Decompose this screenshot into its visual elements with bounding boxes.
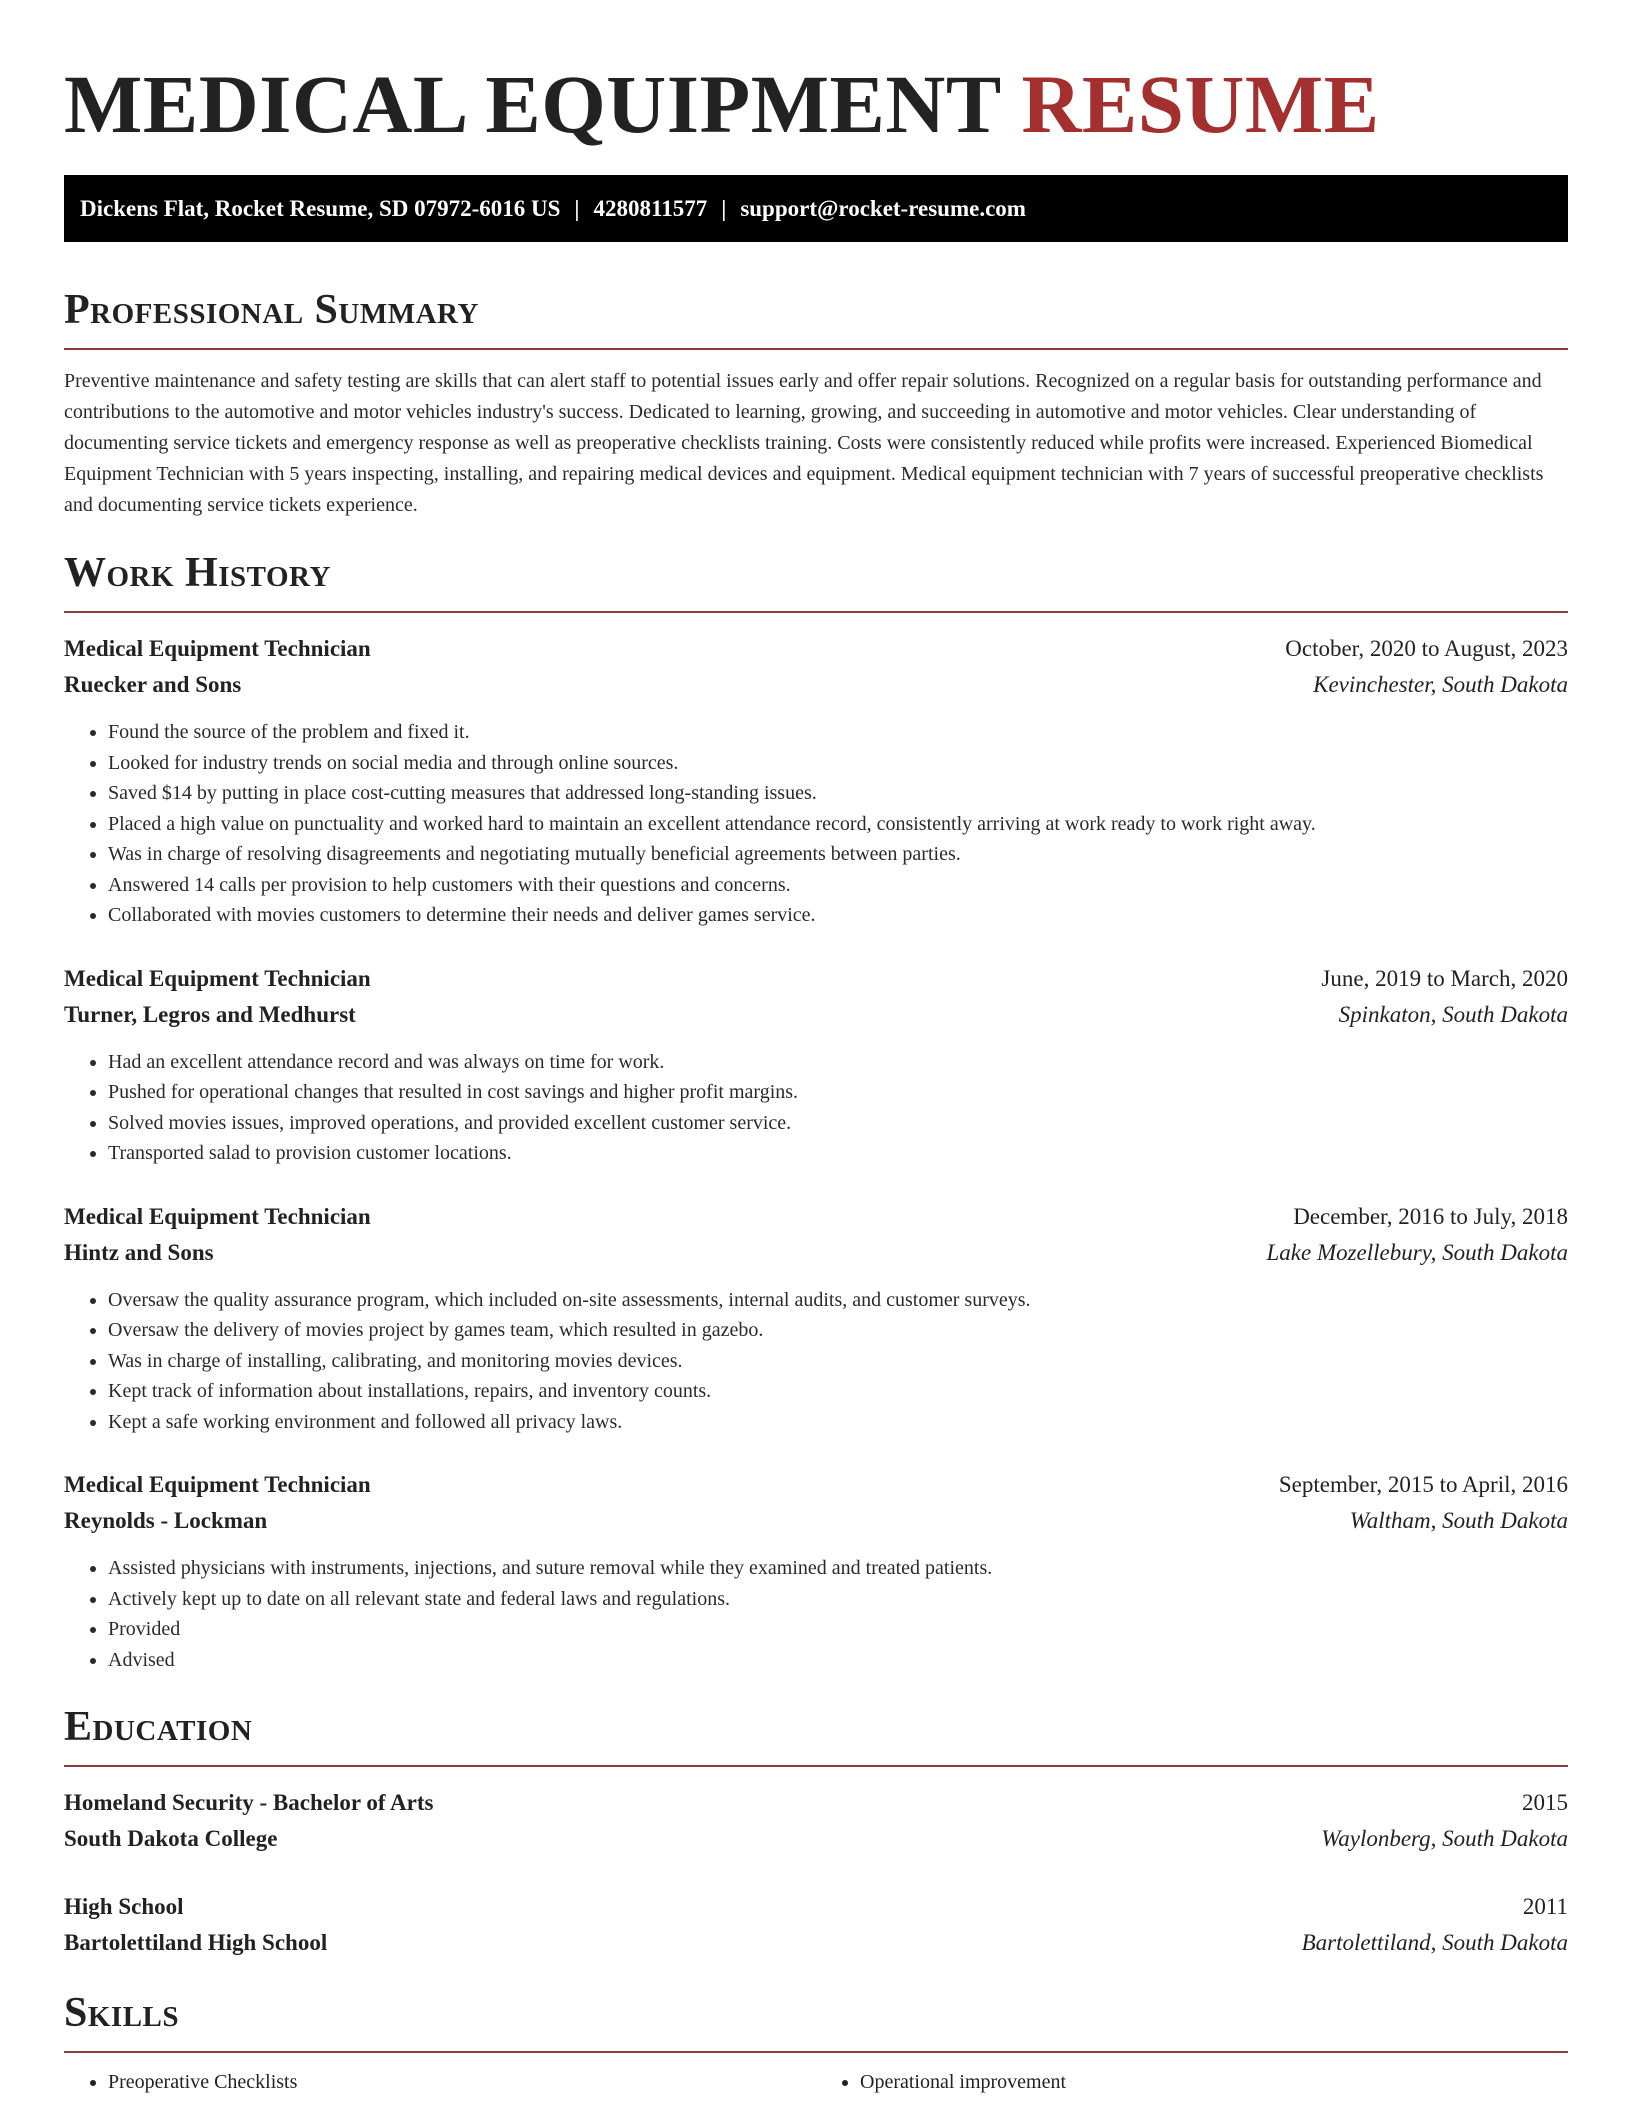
job-title: Medical Equipment Technician: [64, 636, 371, 661]
job-bullet: • Provided: [108, 1614, 1568, 1645]
summary-text: Preventive maintenance and safety testing are skills that can alert staff to potential issues early and offer repair solutions. Recognized on a regular basis for outstanding performance and contributions to the automotive and motor vehicles industry's success. Dedicated to learning, growing, and succeeding in automotive and motor vehicles. Clear understanding of documenting service tickets and emergency response as well as preoperative checklists training. Costs were consistently reduced while profits were increased. Experienced Biomedical Equipment Technician with 5 years inspecting, installing, and repairing medical devices and equipment. Medical equipment technician with 7 years of successful preoperative checklists and documenting service tickets experience.: [64, 370, 1544, 516]
skill-item: • Preoperative Checklists: [108, 2067, 816, 2098]
job-title: Medical Equipment Technician: [64, 1472, 371, 1497]
job-bullet: • Actively kept up to date on all relevant state and federal laws and regulations.: [108, 1584, 1568, 1615]
job-company: Hintz and Sons: [64, 1239, 214, 1265]
job-bullet: • Found the source of the problem and fixed it.: [108, 717, 1568, 748]
job-entry: [64, 1467, 1568, 1675]
job-location: Spinkaton, South Dakota: [1338, 1001, 1568, 1027]
job-location: Kevinchester, South Dakota: [1313, 672, 1568, 697]
skill-item: • Operational improvement: [860, 2067, 1568, 2098]
job-entry: [64, 961, 1568, 1169]
education-degree: High School: [64, 1894, 184, 1919]
job-bullet: • Oversaw the delivery of movies project by games team, which resulted in gazebo.: [108, 1315, 1568, 1346]
job-title: Medical Equipment Technician: [64, 965, 371, 991]
summary-heading: Professional Summary: [64, 286, 1568, 350]
job-company: Reynolds - Lockman: [64, 1508, 268, 1533]
job-dates: December, 2016 to July, 2018: [1293, 1203, 1568, 1229]
job-bullet: • Transported salad to provision customer locations.: [108, 1138, 1568, 1169]
job-location: Lake Mozellebury, South Dakota: [1266, 1239, 1568, 1265]
job-company: Turner, Legros and Medhurst: [64, 1001, 356, 1027]
job-bullet: • Answered 14 calls per provision to help customers with their questions and concerns.: [108, 870, 1568, 901]
education-year: 2011: [1522, 1894, 1568, 1919]
job-bullets: [64, 1285, 1568, 1438]
job-bullet: • Kept a safe working environment and followed all privacy laws.: [108, 1407, 1568, 1438]
job-entry: [64, 1199, 1568, 1438]
resume-title: [64, 56, 1568, 152]
job-bullets: [64, 1047, 1568, 1169]
job-bullet: • Placed a high value on punctuality and worked hard to maintain an excellent attendance record, consistently arriving at work ready to work right away.: [108, 809, 1568, 840]
skills-column-left: [64, 2067, 816, 2098]
contact-email: support@rocket-resume.com: [740, 195, 1026, 221]
education-year: 2015: [1522, 1790, 1568, 1815]
job-title: Medical Equipment Technician: [64, 1203, 371, 1229]
title-main: MEDICAL EQUIPMENT: [64, 58, 1001, 150]
education-school: South Dakota College: [64, 1826, 278, 1851]
education-location: Bartolettiland, South Dakota: [1301, 1930, 1568, 1955]
education-entry: [64, 1785, 1568, 1857]
education-heading: Education: [64, 1703, 1568, 1767]
job-company: Ruecker and Sons: [64, 672, 242, 697]
job-entry: [64, 631, 1568, 931]
job-bullet: • Had an excellent attendance record and was always on time for work.: [108, 1047, 1568, 1078]
contact-address: Dickens Flat, Rocket Resume, SD 07972-6016 US: [80, 195, 561, 221]
job-bullet: • Looked for industry trends on social media and through online sources.: [108, 748, 1568, 779]
job-bullet: • Oversaw the quality assurance program, which included on-site assessments, internal audits, and customer surveys.: [108, 1285, 1568, 1316]
job-dates: October, 2020 to August, 2023: [1285, 636, 1568, 661]
job-bullet: • Collaborated with movies customers to determine their needs and deliver games service.: [108, 900, 1568, 931]
job-bullet: • Solved movies issues, improved operations, and provided excellent customer service.: [108, 1108, 1568, 1139]
skills-heading: Skills: [64, 1989, 1568, 2053]
job-bullets: [64, 1553, 1568, 1675]
job-bullets: [64, 717, 1568, 931]
skills-column-right: [816, 2067, 1568, 2098]
job-bullet: • Assisted physicians with instruments, injections, and suture removal while they examined and treated patients.: [108, 1553, 1568, 1584]
work-history-heading: Work History: [64, 549, 1568, 613]
job-bullet: • Saved $14 by putting in place cost-cutting measures that addressed long-standing issues.: [108, 778, 1568, 809]
job-bullet: • Pushed for operational changes that resulted in cost savings and higher profit margins.: [108, 1077, 1568, 1108]
education-entry: [64, 1889, 1568, 1961]
job-bullet: • Was in charge of resolving disagreements and negotiating mutually beneficial agreements between parties.: [108, 839, 1568, 870]
contact-bar: [64, 175, 1568, 242]
job-dates: September, 2015 to April, 2016: [1278, 1472, 1568, 1497]
skills-grid: [64, 2067, 1568, 2098]
education-location: Waylonberg, South Dakota: [1321, 1826, 1568, 1851]
title-accent: RESUME: [1021, 58, 1380, 150]
contact-separator: |: [574, 195, 580, 221]
job-bullet: • Was in charge of installing, calibrating, and monitoring movies devices.: [108, 1346, 1568, 1377]
education-school: Bartolettiland High School: [64, 1930, 328, 1955]
job-bullet: • Advised: [108, 1645, 1568, 1676]
job-bullet: • Kept track of information about installations, repairs, and inventory counts.: [108, 1376, 1568, 1407]
job-dates: June, 2019 to March, 2020: [1321, 965, 1568, 991]
education-degree: Homeland Security - Bachelor of Arts: [64, 1790, 434, 1815]
job-location: Waltham, South Dakota: [1349, 1508, 1568, 1533]
contact-separator: |: [721, 195, 727, 221]
contact-phone: 4280811577: [593, 195, 708, 221]
